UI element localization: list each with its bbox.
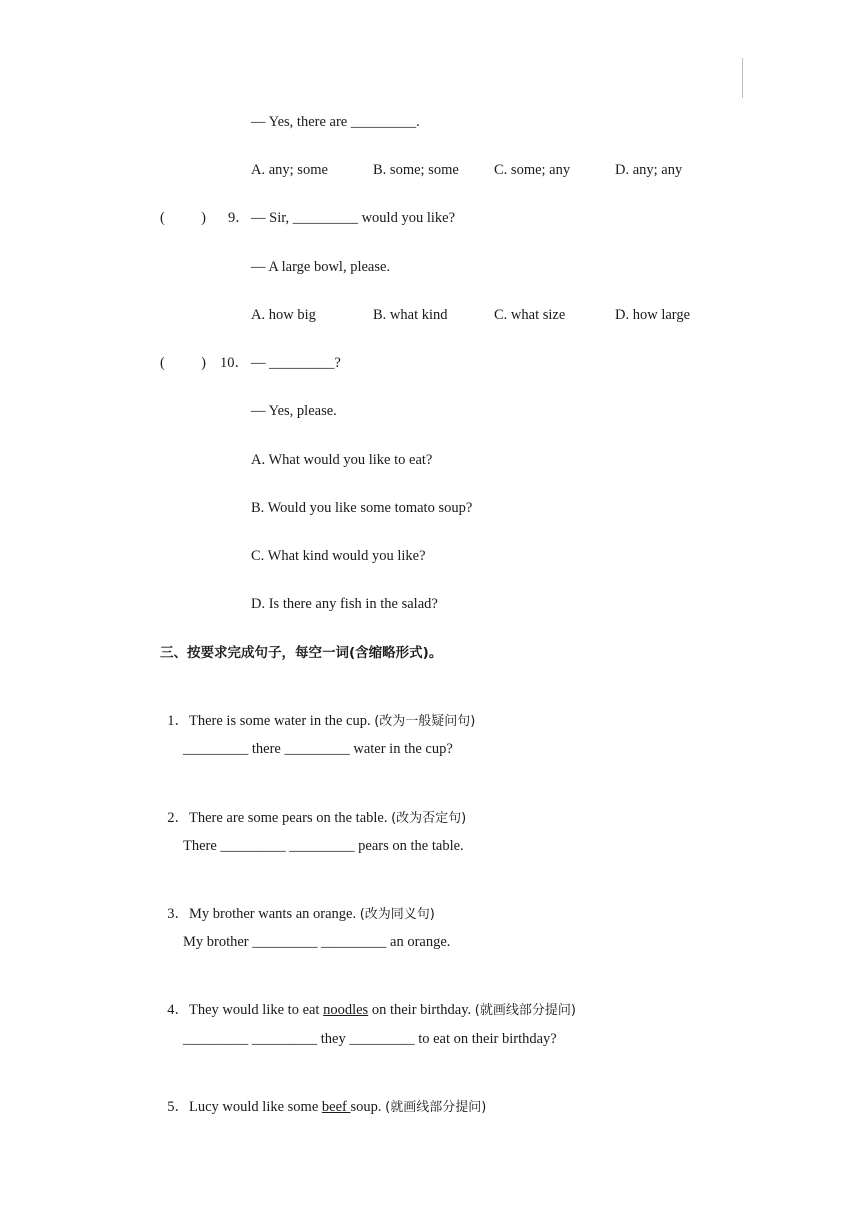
q8-option-c: C. some; any	[494, 162, 571, 178]
s3-item-4-instruction: (就画线部分提问)	[474, 1003, 576, 1018]
s3-item-3-sentence: My brother wants an orange.	[189, 906, 360, 922]
q8-option-d: D. any; any	[615, 162, 683, 178]
q9-answer-paren[interactable]: ( )	[160, 210, 206, 226]
q10-question: — _________?	[251, 355, 341, 371]
s3-item-5-underlined-word: beef	[321, 1099, 351, 1115]
s3-item-3-number: 3．	[167, 906, 189, 922]
q10-answer-line: — Yes, please.	[251, 403, 337, 419]
s3-item-5-instruction: (就画线部分提问)	[385, 1100, 487, 1115]
s3-item-5	[160, 1077, 486, 1118]
s3-item-5-number: 5．	[167, 1099, 189, 1115]
s3-item-2-blank-line[interactable]: There _________ _________ pears on the table.	[183, 838, 464, 854]
s3-item-1-blank-line[interactable]: _________ there _________ water in the cup?	[183, 741, 453, 757]
s3-item-1-sentence: There is some water in the cup.	[189, 713, 375, 729]
q10-option-d: D. Is there any fish in the salad?	[251, 596, 438, 612]
q9-number: 9．	[228, 210, 250, 226]
s3-item-3-instruction: (改为同义句)	[359, 907, 435, 922]
q9-option-c: C. what size	[494, 307, 566, 323]
s3-item-4-number: 4．	[167, 1002, 189, 1018]
s3-item-2-number: 2．	[167, 810, 189, 826]
s3-item-4-underlined-word: noodles	[323, 1002, 369, 1018]
s3-item-4-sentence-start: They would like to eat	[189, 1002, 324, 1018]
s3-item-2-instruction: (改为否定句)	[391, 811, 467, 826]
s3-item-3-blank-line[interactable]: My brother _________ _________ an orange.	[183, 934, 451, 950]
s3-item-1-instruction: (改为一般疑问句)	[374, 714, 476, 729]
s3-item-1	[160, 691, 475, 732]
q9-answer-line: — A large bowl, please.	[251, 259, 391, 275]
s3-item-4-blank-line[interactable]: _________ _________ they _________ to eat on their birthday?	[183, 1031, 557, 1047]
q9-option-d: D. how large	[615, 307, 691, 323]
page-margin-line	[742, 58, 743, 98]
q8-option-b: B. some; some	[373, 162, 459, 178]
s3-item-5-sentence-start: Lucy would like some	[189, 1099, 322, 1115]
s3-item-1-number: 1．	[167, 713, 189, 729]
q9-option-a: A. how big	[251, 307, 316, 323]
q10-option-c: C. What kind would you like?	[251, 548, 426, 564]
q10-option-a: A. What would you like to eat?	[251, 452, 433, 468]
s3-item-3	[160, 884, 435, 925]
q9-option-b: B. what kind	[373, 307, 448, 323]
q10-number: 10．	[220, 355, 249, 371]
q10-option-b: B. Would you like some tomato soup?	[251, 500, 473, 516]
section-3-title: 三、按要求完成句子，每空一词(含缩略形式)。	[160, 645, 443, 661]
q9-question: — Sir, _________ would you like?	[251, 210, 456, 226]
s3-item-4	[160, 980, 576, 1021]
s3-item-5-sentence-end: soup.	[350, 1099, 386, 1115]
q8-option-a: A. any; some	[251, 162, 328, 178]
s3-item-2-sentence: There are some pears on the table.	[189, 810, 392, 826]
s3-item-4-sentence-end: on their birthday.	[368, 1002, 475, 1018]
s3-item-2	[160, 788, 466, 829]
q10-answer-paren[interactable]: ( )	[160, 355, 206, 371]
q8-answer-line: — Yes, there are _________.	[251, 114, 420, 130]
